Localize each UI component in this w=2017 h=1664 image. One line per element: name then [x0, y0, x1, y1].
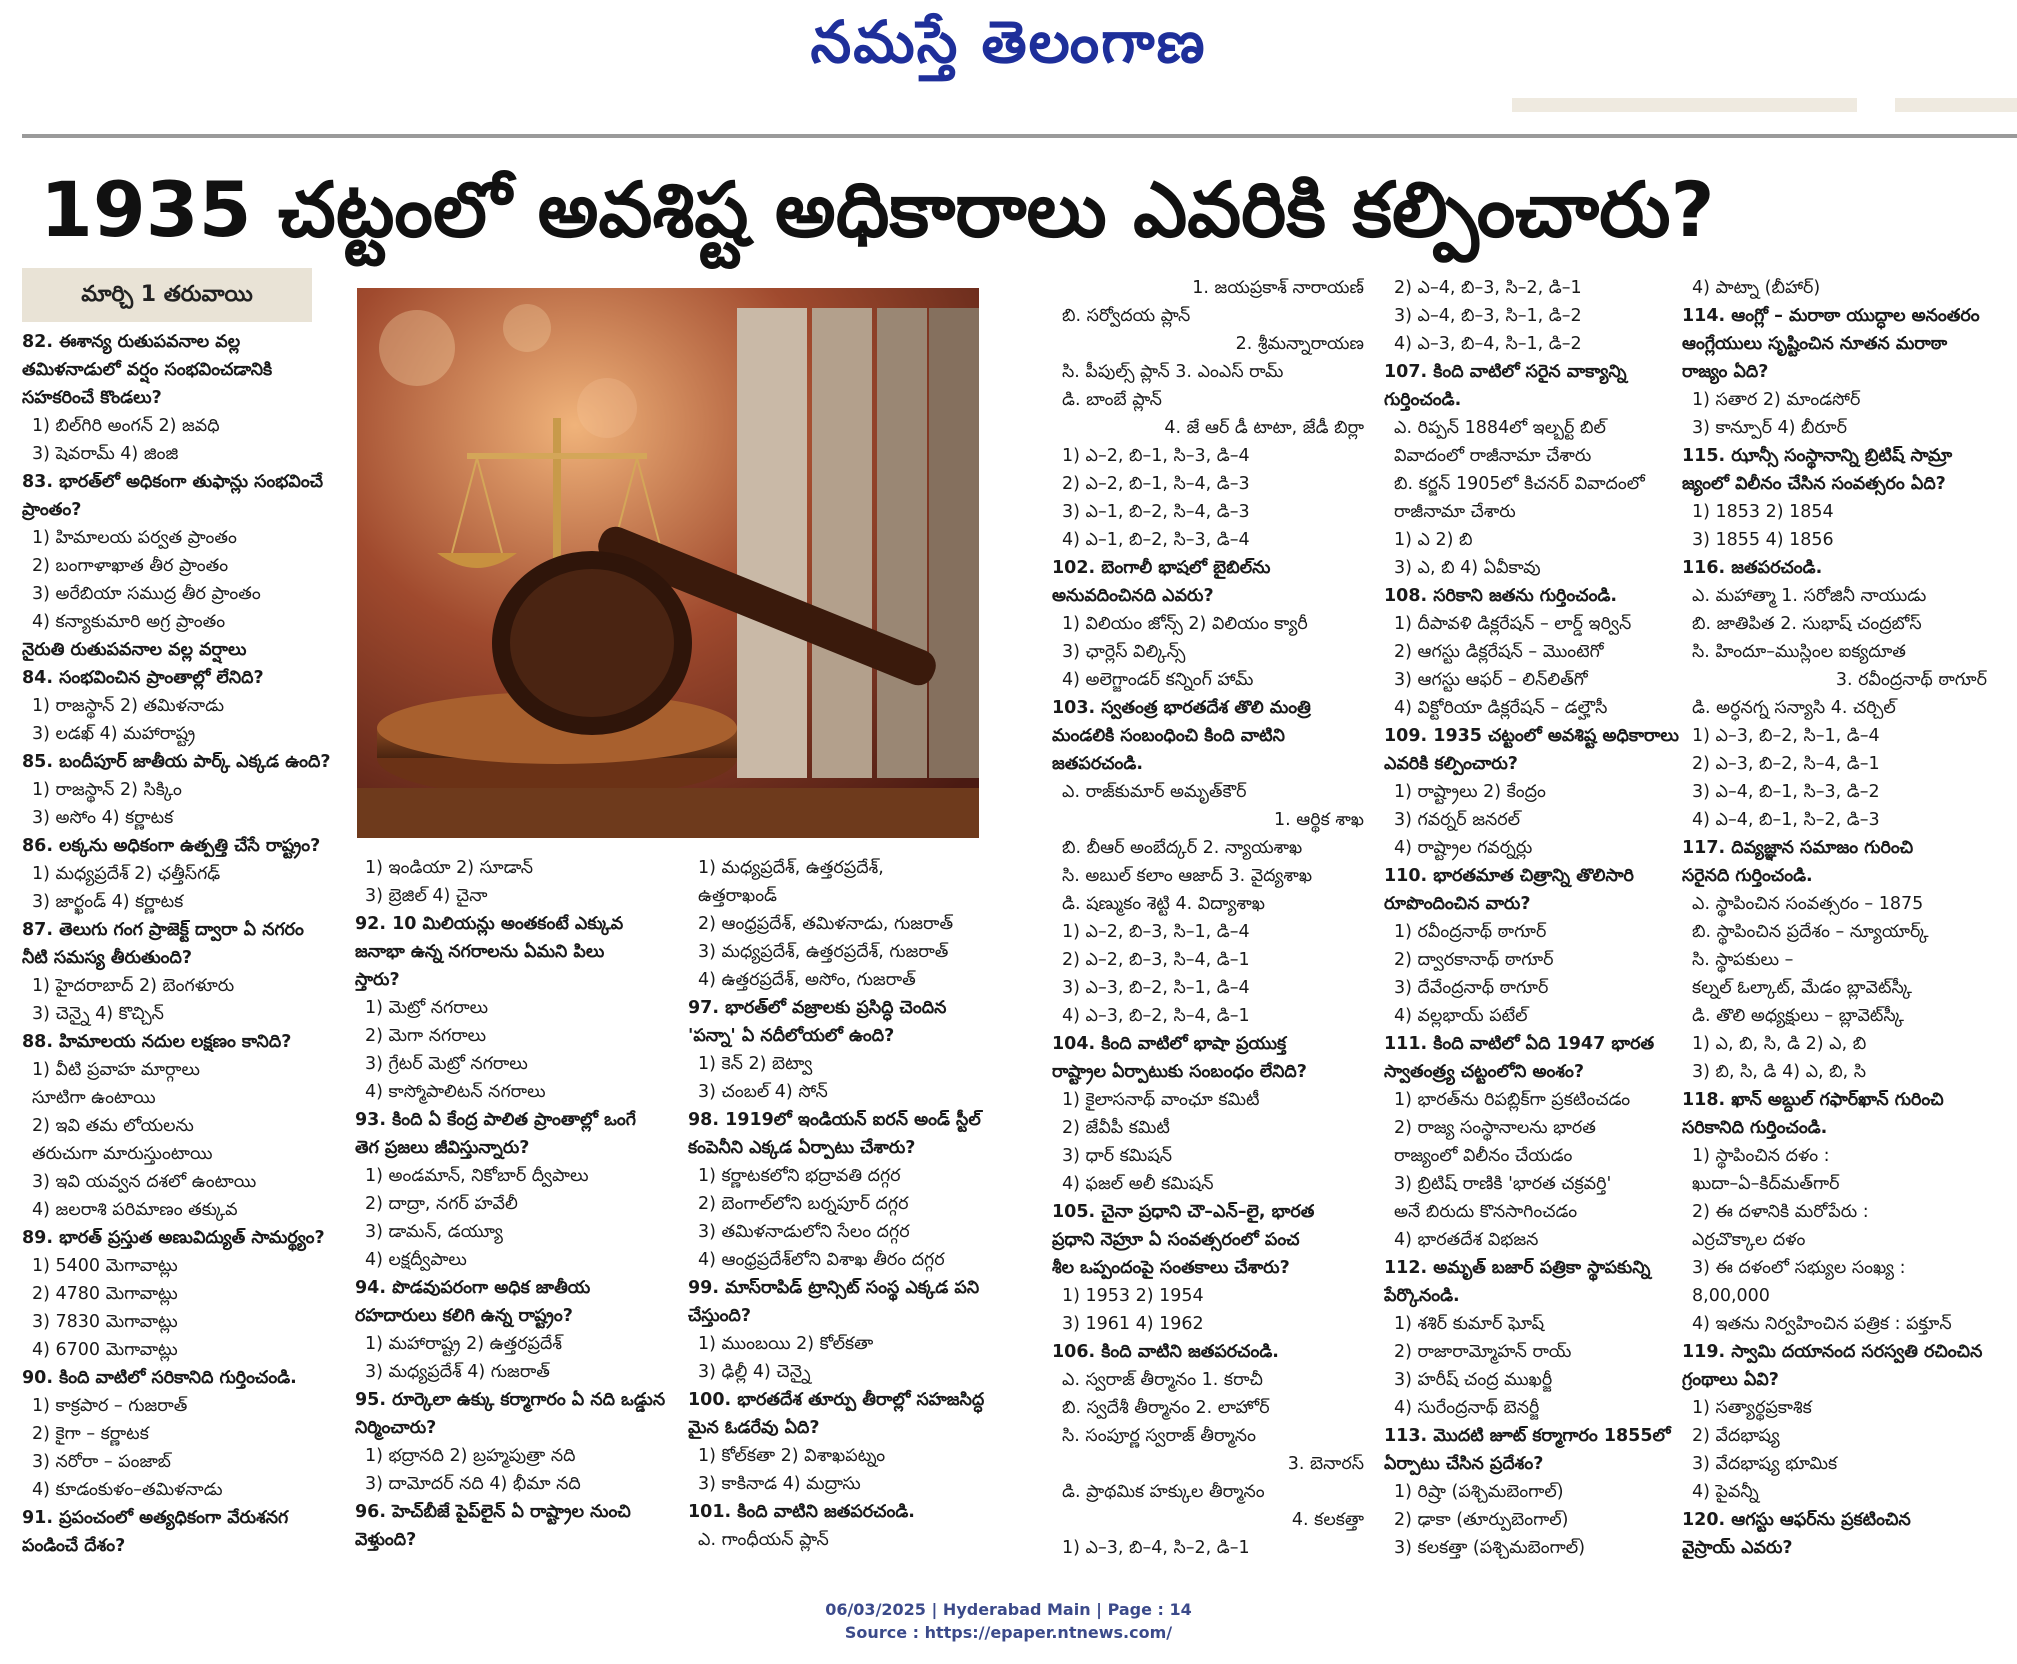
question-line: 99. మాస్‌రాపిడ్ ట్రాన్సిట్ సంస్థ ఎక్కడ పని: [688, 1278, 980, 1298]
option-line: 4. జే ఆర్ డీ టాటా, జేడీ బిర్లా: [1164, 418, 1364, 438]
option-line: ఖుదా–ఏ–కిద్‌మత్‌గార్: [1692, 1174, 1840, 1194]
question-line: 98. 1919లో ఇండియన్ ఐరన్ అండ్ స్టీల్: [688, 1110, 981, 1130]
column-2: [355, 854, 667, 1554]
option-line: 1) కాక్రపార – గుజరాత్: [32, 1396, 188, 1416]
question-line: సరైనది గుర్తించండి.: [1682, 866, 1813, 886]
question-line: 101. కింది వాటిని జతపరచండి.: [688, 1502, 915, 1522]
option-line: 2) కైగా – కర్ణాటక: [32, 1424, 149, 1444]
option-line: 1) దీపావళి డిక్లరేషన్ – లార్డ్ ఇర్విన్: [1394, 614, 1632, 634]
question-line: 83. భారత్‌లో అధికంగా తుఫాన్లు సంభవించే: [22, 472, 324, 492]
option-line: 2) వేదభాష్య: [1692, 1426, 1780, 1446]
question-line: స్వాతంత్ర్య చట్టంలోని అంశం?: [1384, 1062, 1585, 1082]
question-line: 95. రూర్కెలా ఉక్కు కర్మాగారం ఏ నది ఒడ్డున: [355, 1390, 666, 1410]
option-line: 1) కైలాసనాథ్ వాంఛూ కమిటీ: [1062, 1090, 1260, 1110]
divider-rule: [22, 134, 2017, 138]
option-line: 1) ముంబయి 2) కోల్‌కతా: [698, 1334, 874, 1354]
option-line: 3) ఎ–4, బి–1, సి–3, డి–2: [1692, 782, 1880, 802]
masthead: [0, 8, 2017, 80]
question-line: 113. మొదటి జూట్ కర్మాగారం 1855లో: [1384, 1426, 1671, 1446]
question-line: 117. దివ్యజ్ఞాన సమాజం గురించి: [1682, 838, 1914, 858]
option-line: రాజ్యంలో విలీనం చేయడం: [1394, 1146, 1573, 1166]
option-line: 3) ఎ, బి 4) ఏవీకావు: [1394, 558, 1541, 578]
option-line: ఎ. రిప్పన్ 1884లో ఇల్బర్ట్ బిల్: [1394, 418, 1606, 438]
option-line: 3) మధ్యప్రదేశ్, ఉత్తరప్రదేశ్, గుజరాత్: [698, 942, 949, 962]
question-line: రహదారులు కలిగి ఉన్న రాష్ట్రం?: [355, 1306, 573, 1326]
question-line: 97. భారత్‌లో వజ్రాలకు ప్రసిద్ధి చెందిన: [688, 998, 947, 1018]
question-line: అనువదించినది ఎవరు?: [1052, 586, 1214, 606]
option-line: 1) ఎ 2) బి: [1394, 530, 1473, 550]
question-line: 89. భారత్ ప్రస్తుత అణువిద్యుత్ సామర్థ్యం?: [22, 1228, 325, 1248]
question-line: 108. సరికాని జతను గుర్తించండి.: [1384, 586, 1618, 606]
option-line: 3) డామన్, డయ్యూ: [365, 1222, 503, 1242]
option-line: 3) ధార్ కమిషన్: [1062, 1146, 1173, 1166]
option-line: ఎర్రచొక్కాల దళం: [1692, 1230, 1806, 1250]
option-line: 3. రవీంద్రనాథ్ ఠాగూర్: [1835, 670, 1987, 690]
question-line: వైస్రాయ్ ఎవరు?: [1682, 1538, 1793, 1558]
option-line: 1) ఎ, బి, సి, డి 2) ఎ, బి: [1692, 1034, 1867, 1054]
option-line: 4) ఇతను నిర్వహించిన పత్రిక : పక్తూన్: [1692, 1314, 1952, 1334]
question-line: మైన ఓడరేవు ఏది?: [688, 1418, 820, 1438]
option-line: 1) మధ్యప్రదేశ్, ఉత్తరప్రదేశ్,: [698, 858, 884, 878]
option-line: సి. స్థాపకులు –: [1692, 950, 1794, 970]
option-line: ఎ. రాజ్‌కుమార్ అమృత్‌కౌర్: [1062, 782, 1247, 802]
option-line: 2) ఎ–2, బి–1, సి–4, డి–3: [1062, 474, 1250, 494]
option-line: తరుచుగా మారుస్తుంటాయి: [32, 1144, 213, 1164]
question-line: ప్రాంతం?: [22, 500, 82, 520]
option-line: ఎ. స్వరాజ్ తీర్మానం 1. కరాచీ: [1062, 1370, 1263, 1390]
option-line: ఎ. గాంధీయన్ ప్లాన్: [698, 1530, 829, 1550]
question-line: తెగ ప్రజలు జీవిస్తున్నారు?: [355, 1138, 530, 1158]
option-line: 3) బి, సి, డి 4) ఎ, బి, సి: [1692, 1062, 1867, 1082]
option-line: బి. స్థాపించిన ప్రదేశం – న్యూయార్క్: [1692, 922, 1929, 942]
option-line: 4) ఎ–1, బి–2, సి–3, డి–4: [1062, 530, 1250, 550]
option-line: 4) కూడంకుళం–తమిళనాడు: [32, 1480, 223, 1500]
option-line: 3) కాన్పూర్ 4) బీరూర్: [1692, 418, 1847, 438]
option-line: 3) నరోరా – పంజాబ్: [32, 1452, 171, 1472]
option-line: 1) రిష్రా (పశ్చిమబెంగాల్): [1394, 1482, 1564, 1502]
option-line: 2) ఎ–3, బి–2, సి–4, డి–1: [1692, 754, 1880, 774]
option-line: 2) 4780 మెగావాట్లు: [32, 1284, 178, 1304]
option-line: 3) అరేబియా సముద్ర తీర ప్రాంతం: [32, 584, 261, 604]
option-line: 2) జేవీపీ కమిటీ: [1062, 1118, 1170, 1138]
option-line: 4) ఉత్తరప్రదేశ్, అసోం, గుజరాత్: [698, 970, 916, 990]
question-line: జతపరచండి.: [1052, 754, 1143, 774]
option-line: 1) బిల్‌గిరి అంగన్ 2) జవధి: [32, 416, 220, 436]
option-line: 4) ఫజల్ అలీ కమిషన్: [1062, 1174, 1214, 1194]
option-line: సి. సంపూర్ణ స్వరాజ్ తీర్మానం: [1062, 1426, 1256, 1446]
option-line: 3) ఇవి యవ్వన దశలో ఉంటాయి: [32, 1172, 257, 1192]
option-line: 3. బెనారస్: [1287, 1454, 1364, 1474]
option-line: 4) కన్యాకుమారి అగ్ర ప్రాంతం: [32, 612, 226, 632]
option-line: 2) బెంగాల్‌లోని బర్నపూర్ దగ్గర: [698, 1194, 909, 1214]
option-line: 2) రాజారామ్మోహన్ రాయ్: [1394, 1342, 1572, 1362]
question-line: 118. ఖాన్ అబ్దుల్ గఫార్‌ఖాన్ గురించి: [1682, 1090, 1944, 1110]
option-line: 3) కాకినాడ 4) మద్రాసు: [698, 1474, 861, 1494]
option-line: డి. ప్రాథమిక హక్కుల తీర్మానం: [1062, 1482, 1265, 1502]
question-line: జ్యంలో విలీనం చేసిన సంవత్సరం ఏది?: [1682, 474, 1946, 494]
column-1: [22, 328, 334, 1560]
option-line: 3) గ్రేటర్ మెట్రో నగరాలు: [365, 1054, 528, 1074]
option-line: 4) రాష్ట్రాల గవర్నర్లు: [1394, 838, 1533, 858]
option-line: ఎ. మహాత్మా 1. సరోజినీ నాయుడు: [1692, 586, 1927, 606]
option-line: 3) ఆగస్టు ఆఫర్ – లిన్‌లిత్‌గో: [1394, 670, 1588, 690]
question-line: 88. హిమాలయ నదుల లక్షణం కానిది?: [22, 1032, 292, 1052]
option-line: 1) సతార 2) మాండసోర్: [1692, 390, 1861, 410]
question-line: 82. ఈశాన్య రుతుపవనాల వల్ల: [22, 332, 241, 352]
option-line: 4) పాట్నా (బీహార్): [1692, 278, 1821, 298]
option-line: 4) సురేంద్రనాథ్ బెనర్జీ: [1394, 1398, 1540, 1418]
footer-date-edition: 06/03/2025 | Hyderabad Main | Page : 14: [825, 1600, 1192, 1619]
option-line: 3) హరీష్ చంద్ర ముఖర్జీ: [1394, 1370, 1553, 1390]
footer-source-link[interactable]: Source : https://epaper.ntnews.com/: [844, 1623, 1173, 1642]
question-line: 111. కింది వాటిలో ఏది 1947 భారత: [1384, 1034, 1655, 1054]
column-3: [688, 854, 1006, 1554]
question-line: 87. తెలుగు గంగ ప్రాజెక్ట్ ద్వారా ఏ నగరం: [22, 920, 304, 940]
top-strip-right: [1895, 98, 2017, 112]
option-line: 3) ఎ–4, బి–3, సి–1, డి–2: [1394, 306, 1582, 326]
top-strip-left: [1512, 98, 1857, 112]
option-line: కల్నల్ ఓల్కాట్, మేడం బ్లావెట్‌స్కీ: [1692, 978, 1912, 998]
question-line: 116. జతపరచండి.: [1682, 558, 1823, 578]
question-line: 106. కింది వాటిని జతపరచండి.: [1052, 1342, 1279, 1362]
option-line: బి. బీఆర్ అంబేద్కర్ 2. న్యాయశాఖ: [1062, 838, 1303, 858]
question-line: 85. బందీపూర్ జాతీయ పార్క్ ఎక్కడ ఉంది?: [22, 752, 331, 772]
option-line: 4) ఎ–3, బి–4, సి–1, డి–2: [1394, 334, 1582, 354]
option-line: 3) మధ్యప్రదేశ్ 4) గుజరాత్: [365, 1362, 550, 1382]
option-line: అనే బిరుదు కొనసాగించడం: [1394, 1202, 1578, 1222]
question-line: జనాభా ఉన్న నగరాలను ఏమని పిలు: [355, 942, 605, 962]
option-line: 3) బ్రిటిష్ రాణికి 'భారత చక్రవర్తి': [1394, 1174, 1612, 1194]
option-line: 3) దామోదర్ నది 4) భీమా నది: [365, 1474, 581, 1494]
question-line: పండించే దేశం?: [22, 1536, 126, 1556]
option-line: 1) రాజస్థాన్ 2) తమిళనాడు: [32, 696, 225, 716]
option-line: బి. కర్జన్ 1905లో కిచనర్ వివాదంలో: [1394, 474, 1645, 494]
option-line: 2) రాజ్య సంస్థానాలను భారత: [1394, 1118, 1596, 1138]
question-line: తమిళనాడులో వర్షం సంభవించడానికి: [22, 360, 273, 380]
section-tag: మార్చి 1 తరువాయి: [22, 268, 312, 322]
headline: 1935 చట్టంలో అవశిష్ట అధికారాలు ఎవరికి కల్పించారు?: [40, 165, 1715, 254]
question-line: ఆంగ్లేయులు సృష్టించిన నూతన మరాఠా: [1682, 334, 1948, 354]
option-line: బి. జాతిపిత 2. సుభాష్ చంద్రబోస్: [1692, 614, 1922, 634]
question-line: రూపొందించిన వారు?: [1384, 894, 1531, 914]
option-line: 1) రాష్ట్రాలు 2) కేంద్రం: [1394, 782, 1546, 802]
option-line: సూటిగా ఉంటాయి: [32, 1088, 156, 1108]
option-line: 3) 1961 4) 1962: [1062, 1314, 1204, 1334]
question-line: ఎవరికి కల్పించారు?: [1384, 754, 1518, 774]
option-line: 3) చెన్నై 4) కొచ్చిన్: [32, 1004, 164, 1024]
question-line: నీటి సమస్య తీరుతుంది?: [22, 948, 193, 968]
option-line: 1) సత్యార్థప్రకాశిక: [1692, 1398, 1812, 1418]
option-line: 1) హిమాలయ పర్వత ప్రాంతం: [32, 528, 237, 548]
option-line: 3) 1855 4) 1856: [1692, 530, 1834, 550]
question-line: 86. లక్కను అధికంగా ఉత్పత్తి చేసే రాష్ట్రం?: [22, 836, 321, 856]
option-line: 1) 1853 2) 1854: [1692, 502, 1834, 522]
question-line: గ్రంథాలు ఏవి?: [1682, 1370, 1779, 1390]
option-line: 1) శశిర్ కుమార్ ఘోష్: [1394, 1314, 1545, 1334]
column-4: [1052, 274, 1364, 1562]
option-line: 1) ఎ–3, బి–4, సి–2, డి–1: [1062, 1538, 1250, 1558]
option-line: 1) రాజస్థాన్ 2) సిక్కిం: [32, 780, 182, 800]
question-line: 102. బెంగాలీ భాషలో బైబిల్‌ను: [1052, 558, 1271, 578]
option-line: 3) ఈ దళంలో సభ్యుల సంఖ్య :: [1692, 1258, 1906, 1278]
option-line: 2) ఆగస్టు డిక్లరేషన్ – మొంటెగో: [1394, 642, 1604, 662]
question-line: రాజ్యం ఏది?: [1682, 362, 1769, 382]
gavel-scales-photo: [357, 288, 979, 838]
option-line: 3) గవర్నర్ జనరల్: [1394, 810, 1521, 830]
column-5: [1384, 274, 1684, 1562]
option-line: 1. ఆర్థిక శాఖ: [1274, 810, 1364, 830]
option-line: 3) తమిళనాడులోని సేలం దగ్గర: [698, 1222, 910, 1242]
option-line: 1) మధ్యప్రదేశ్ 2) ఛత్తీస్‌గఢ్: [32, 864, 221, 884]
option-line: 2. శ్రీమన్నారాయణ: [1235, 334, 1364, 354]
option-line: 4) వల్లభాయ్ పటేల్: [1394, 1006, 1528, 1026]
masthead-logo: నమస్తే తెలంగాణ: [810, 8, 1207, 76]
option-line: 3) బ్రెజిల్ 4) చైనా: [365, 886, 488, 906]
option-line: 2) ఎ–4, బి–3, సి–2, డి–1: [1394, 278, 1582, 298]
question-line: ఏర్పాటు చేసిన ప్రదేశం?: [1384, 1454, 1544, 1474]
question-line: 103. స్వతంత్ర భారతదేశ తొలి మంత్రి: [1052, 698, 1311, 718]
option-line: 3) చంబల్ 4) సోన్: [698, 1082, 828, 1102]
option-line: 2) దాద్రా, నగర్ హవేలీ: [365, 1194, 518, 1214]
question-line: చేస్తుంది?: [688, 1306, 752, 1326]
option-line: 4) కాస్మోపాలిటన్ నగరాలు: [365, 1082, 546, 1102]
option-line: వివాదంలో రాజీనామా చేశారు: [1394, 446, 1592, 466]
question-line: 119. స్వామి దయానంద సరస్వతి రచించిన: [1682, 1342, 1983, 1362]
option-line: డి. అర్ధనగ్న సన్యాసి 4. చర్చిల్: [1692, 698, 1896, 718]
question-line: వెళ్తుంది?: [355, 1530, 417, 1550]
question-line: కంపెనీని ఎక్కడ ఏర్పాటు చేశారు?: [688, 1138, 916, 1158]
option-line: 3) 7830 మెగావాట్లు: [32, 1312, 178, 1332]
option-line: 4) ఎ–3, బి–2, సి–4, డి–1: [1062, 1006, 1250, 1026]
option-line: డి. షణ్ముకం శెట్టి 4. విద్యాశాఖ: [1062, 894, 1266, 914]
question-line: శీల ఒప్పందంపై సంతకాలు చేశారు?: [1052, 1258, 1290, 1278]
option-line: 1) రవీంద్రనాథ్ ఠాగూర్: [1394, 922, 1547, 942]
option-line: 1) ఇండియా 2) సూడాన్: [365, 858, 534, 878]
option-line: ఎ. స్థాపించిన సంవత్సరం – 1875: [1692, 894, 1924, 914]
option-line: 1) 1953 2) 1954: [1062, 1286, 1204, 1306]
option-line: 4) 6700 మెగావాట్లు: [32, 1340, 178, 1360]
option-line: 3) ఎ–3, బి–2, సి–1, డి–4: [1062, 978, 1250, 998]
option-line: 2) ఢాకా (తూర్పుబెంగాల్): [1394, 1510, 1569, 1530]
question-line: 96. హెచ్‌బీజే పైప్‌లైన్ ఏ రాష్ట్రాల నుంచి: [355, 1502, 631, 1522]
option-line: 1) స్థాపించిన దళం :: [1692, 1146, 1830, 1166]
question-line: 115. ఝాన్సీ సంస్థానాన్ని బ్రిటిష్ సామ్రా: [1682, 446, 1953, 466]
option-line: 4) జలరాశి పరిమాణం తక్కువ: [32, 1200, 238, 1220]
question-line: మండలికి సంబంధించి కింది వాటిని: [1052, 726, 1285, 746]
option-line: 1) కోల్‌కతా 2) విశాఖపట్నం: [698, 1446, 886, 1466]
question-line: 107. కింది వాటిలో సరైన వాక్యాన్ని: [1384, 362, 1627, 382]
option-line: 1) ఎ–3, బి–2, సి–1, డి–4: [1692, 726, 1880, 746]
option-line: 2) ద్వారకానాథ్ ఠాగూర్: [1394, 950, 1554, 970]
option-line: 3) కలకత్తా (పశ్చిమబెంగాల్): [1394, 1538, 1586, 1558]
question-line: సహకరించే కొండలు?: [22, 388, 162, 408]
question-line: 105. చైనా ప్రధాని చౌ–ఎన్–లై, భారత: [1052, 1202, 1315, 1222]
option-line: 4. కలకత్తా: [1291, 1510, 1364, 1530]
question-line: 91. ప్రపంచంలో అత్యధికంగా వేరుశనగ: [22, 1508, 289, 1528]
option-line: 2) ఆంధ్రప్రదేశ్, తమిళనాడు, గుజరాత్: [698, 914, 954, 934]
option-line: 1) ఎ–2, బి–3, సి–1, డి–4: [1062, 922, 1250, 942]
option-line: ఉత్తరాఖండ్: [698, 886, 778, 906]
option-line: 1) కెన్ 2) బెట్వా: [698, 1054, 813, 1074]
option-line: 2) ఎ–2, బి–3, సి–4, డి–1: [1062, 950, 1250, 970]
option-line: 2) మెగా నగరాలు: [365, 1026, 487, 1046]
option-line: 1) మెట్రో నగరాలు: [365, 998, 489, 1018]
option-line: సి. హిందూ–ముస్లింల ఐక్యదూత: [1692, 642, 1906, 662]
option-line: 3) లడఖ్ 4) మహారాష్ట్ర: [32, 724, 196, 744]
option-line: 4) ఆంధ్రప్రదేశ్‌లోని విశాఖ తీరం దగ్గర: [698, 1250, 945, 1270]
option-line: 3) వేదభాష్య భూమిక: [1692, 1454, 1838, 1474]
question-line: నిర్మించారు?: [355, 1418, 437, 1438]
option-line: 3) ఎ–1, బి–2, సి–4, డి–3: [1062, 502, 1250, 522]
option-line: బి. సర్వోదయ ప్లాన్: [1062, 306, 1191, 326]
option-line: 1) మహారాష్ట్ర 2) ఉత్తరప్రదేశ్: [365, 1334, 563, 1354]
option-line: 2) ఈ దళానికి మరోపేరు :: [1692, 1202, 1869, 1222]
option-line: 1) భద్రానది 2) బ్రహ్మపుత్రా నది: [365, 1446, 576, 1466]
option-line: 2) బంగాళాఖాత తీర ప్రాంతం: [32, 556, 229, 576]
option-line: 3) ఢిల్లీ 4) చెన్నై: [698, 1362, 811, 1382]
option-line: 3) షెవరామ్ 4) జింజి: [32, 444, 179, 464]
question-line: 92. 10 మిలియన్లు అంతకంటే ఎక్కువ: [355, 914, 624, 934]
option-line: 4) అలెగ్జాండర్ కన్నింగ్ హామ్: [1062, 670, 1254, 690]
question-line: స్తారు?: [355, 970, 400, 990]
option-line: డి. తొలి అధ్యక్షులు – బ్లావెట్‌స్కీ: [1692, 1006, 1904, 1026]
option-line: 4) ఎ–4, బి–1, సి–2, డి–3: [1692, 810, 1880, 830]
option-line: సి. అబుల్ కలాం ఆజాద్ 3. వైద్యశాఖ: [1062, 866, 1313, 886]
option-line: 1) విలియం జోన్స్ 2) విలియం క్యారీ: [1062, 614, 1308, 634]
option-line: 8,00,000: [1692, 1286, 1770, 1306]
question-line: 114. ఆంగ్లో – మరాఠా యుద్ధాల అనంతరం: [1682, 306, 1980, 326]
question-line: 100. భారతదేశ తూర్పు తీరాల్లో సహజసిద్ధ: [688, 1390, 985, 1410]
question-line: 112. అమృత్ బజార్ పత్రికా స్థాపకున్ని: [1384, 1258, 1651, 1278]
column-6: [1682, 274, 1987, 1562]
option-line: 3) జార్ఖండ్ 4) కర్ణాటక: [32, 892, 184, 912]
question-line: 84. సంభవించిన ప్రాంతాల్లో లేనిది?: [22, 668, 264, 688]
question-line: 90. కింది వాటిలో సరికానిది గుర్తించండి.: [22, 1368, 297, 1388]
question-line: 110. భారతమాత చిత్రాన్ని తొలిసారి: [1384, 866, 1634, 886]
question-line: నైరుతి రుతుపవనాల వల్ల వర్షాలు: [22, 640, 247, 660]
question-line: రాష్ట్రాల ఏర్పాటుకు సంబంధం లేనిది?: [1052, 1062, 1307, 1082]
option-line: 3) ఛార్లెస్ విల్కిన్స్: [1062, 642, 1186, 662]
option-line: 3) దేవేంద్రనాథ్ ఠాగూర్: [1394, 978, 1549, 998]
option-line: 3) అసోం 4) కర్ణాటక: [32, 808, 174, 828]
option-line: 4) పైవన్నీ: [1692, 1482, 1759, 1502]
question-line: పేర్కొనండి.: [1384, 1286, 1460, 1306]
option-line: 1) ఎ–2, బి–1, సి–3, డి–4: [1062, 446, 1250, 466]
option-line: 4) లక్షద్వీపాలు: [365, 1250, 467, 1270]
question-line: 'పన్నా' ఏ నదీలోయలో ఉంది?: [688, 1026, 895, 1046]
option-line: 1) కర్ణాటకలోని భద్రావతి దగ్గర: [698, 1166, 901, 1186]
option-line: బి. స్వదేశీ తీర్మానం 2. లాహోర్: [1062, 1398, 1270, 1418]
option-line: 2) ఇవి తమ లోయలను: [32, 1116, 194, 1136]
option-line: 1) అండమాన్, నికోబార్ ద్వీపాలు: [365, 1166, 589, 1186]
option-line: సి. పీపుల్స్ ప్లాన్ 3. ఎంఎస్ రామ్: [1062, 362, 1284, 382]
question-line: గుర్తించండి.: [1384, 390, 1462, 410]
option-line: 1) వీటి ప్రవాహ మార్గాలు: [32, 1060, 200, 1080]
option-line: రాజీనామా చేశారు: [1394, 502, 1516, 522]
question-line: ప్రధాని నెహ్రూ ఏ సంవత్సరంలో పంచ: [1052, 1230, 1300, 1250]
option-line: డి. బాంబే ప్లాన్: [1062, 390, 1162, 410]
question-line: 120. ఆగస్టు ఆఫర్‌ను ప్రకటించిన: [1682, 1510, 1911, 1530]
option-line: 4) భారతదేశ విభజన: [1394, 1230, 1539, 1250]
question-line: 104. కింది వాటిలో భాషా ప్రయుక్త: [1052, 1034, 1287, 1054]
option-line: 1) భారత్‌ను రిపబ్లిక్‌గా ప్రకటించడం: [1394, 1090, 1631, 1110]
question-line: 93. కింది ఏ కేంద్ర పాలిత ప్రాంతాల్లో ఒంగే: [355, 1110, 636, 1130]
question-line: 94. పొడవుపరంగా అధిక జాతీయ: [355, 1278, 591, 1298]
question-line: 109. 1935 చట్టంలో అవశిష్ట అధికారాలు: [1384, 726, 1679, 746]
option-line: 4) విక్టోరియా డిక్లరేషన్ – డల్హౌసీ: [1394, 698, 1608, 718]
question-line: సరికానిది గుర్తించండి.: [1682, 1118, 1828, 1138]
option-line: 1) 5400 మెగావాట్లు: [32, 1256, 178, 1276]
option-line: 1. జయప్రకాశ్ నారాయణ్: [1192, 278, 1364, 298]
option-line: 1) హైదరాబాద్ 2) బెంగళూరు: [32, 976, 235, 996]
